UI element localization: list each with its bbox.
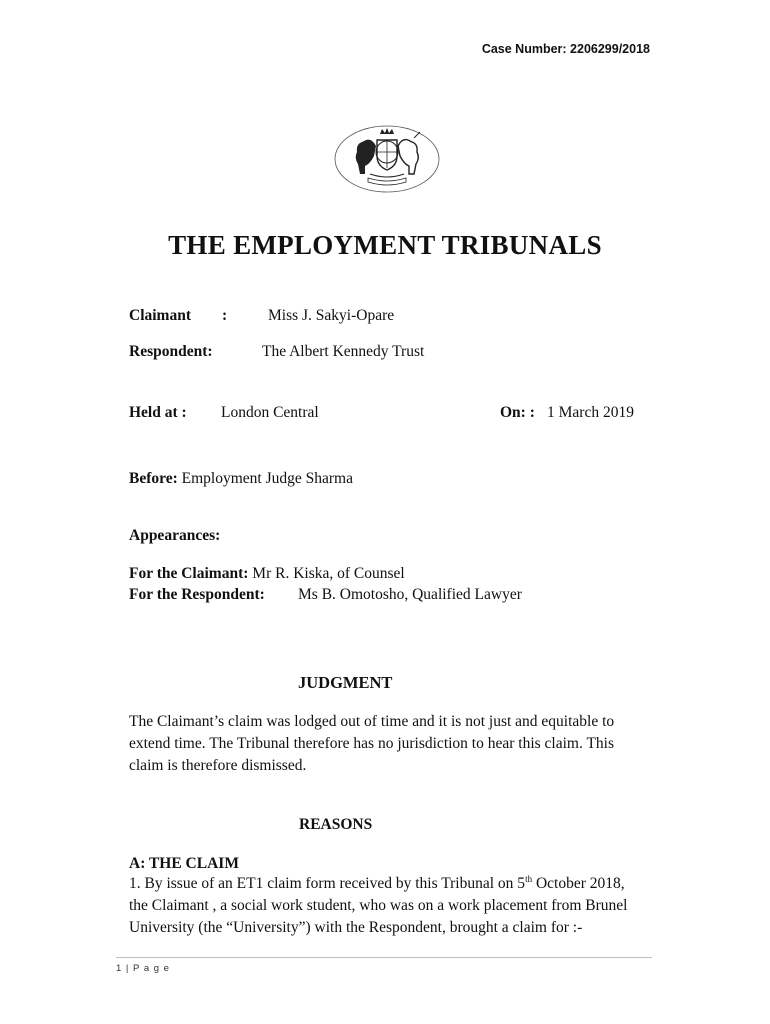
judgment-heading: JUDGMENT xyxy=(298,673,393,692)
before-value: Employment Judge Sharma xyxy=(181,470,353,487)
appearance-claimant xyxy=(129,565,405,583)
appearance-claimant-value: Mr R. Kiska, of Counsel xyxy=(252,565,405,582)
page-title: THE EMPLOYMENT TRIBUNALS xyxy=(168,230,602,260)
appearance-respondent-value: Ms B. Omotosho, Qualified Lawyer xyxy=(298,586,522,603)
claimant-label: Claimant xyxy=(129,307,191,324)
hearing-date-value: 1 March 2019 xyxy=(547,404,634,421)
claimant-colon: : xyxy=(222,307,228,324)
reasons-paragraph-1-start: 1. By issue of an ET1 claim form received by this Tribunal on 5 xyxy=(129,875,526,892)
before-label: Before: xyxy=(129,470,178,487)
reasons-paragraph-1 xyxy=(129,873,639,939)
appearance-respondent-label: For the Respondent: xyxy=(129,586,265,603)
royal-coat-of-arms-icon xyxy=(332,124,442,194)
claimant-name: Miss J. Sakyi-Opare xyxy=(268,307,395,324)
case-number: Case Number: 2206299/2018 xyxy=(481,42,650,56)
ordinal-suffix: th xyxy=(525,874,533,884)
footer-divider xyxy=(116,957,652,958)
judgment-text: The Claimant’s claim was lodged out of time and it is not just and equitable to extend time. The Tribunal therefore has no jurisdiction to hear this claim. This claim is therefore dismissed. xyxy=(129,713,615,774)
respondent-name: The Albert Kennedy Trust xyxy=(262,343,425,360)
claim-subheading: A: THE CLAIM xyxy=(129,855,239,872)
held-at-value: London Central xyxy=(221,404,319,421)
reasons-paragraph-1-end: October 2018, the Claimant , a social work student, who was on a work placement from Brunel University (the “University”) with the Respondent, brought a claim for :- xyxy=(129,875,628,936)
held-at-label: Held at : xyxy=(129,404,187,421)
hearing-date-label: On: : xyxy=(500,404,535,421)
reasons-heading: REASONS xyxy=(299,816,373,833)
appearance-claimant-label: For the Claimant: xyxy=(129,565,249,582)
appearances-heading: Appearances: xyxy=(129,527,221,544)
page-number: 1 | P a g e xyxy=(116,963,170,974)
before-line xyxy=(129,470,353,488)
respondent-label: Respondent: xyxy=(129,343,213,360)
